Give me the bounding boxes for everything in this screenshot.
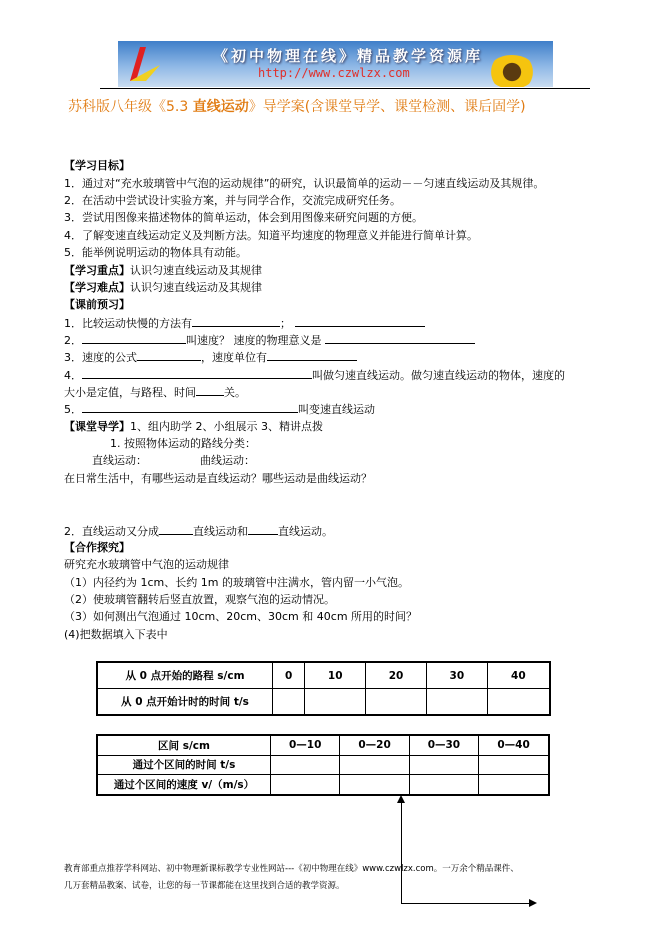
table-cell: 0—20 xyxy=(340,735,409,755)
blank[interactable] xyxy=(267,350,357,361)
classroom-question: 在日常生活中，有哪些运动是直线运动？哪些运动是曲线运动？ xyxy=(64,472,372,485)
goal-item: 5．能举例说明运动的物体具有动能。 xyxy=(64,246,247,259)
row-header: 区间 s/cm xyxy=(97,735,271,755)
table-cell[interactable] xyxy=(305,689,366,716)
blank[interactable] xyxy=(159,524,193,535)
goal-item: 1．通过对“充水玻璃管中气泡的运动规律”的研究，认识最简单的运动－－匀速直线运动及其规律。 xyxy=(64,177,545,190)
blank[interactable] xyxy=(192,316,280,327)
row-header: 从 0 点开始的路程 s/cm xyxy=(97,662,273,689)
preview-q5 xyxy=(64,402,375,417)
explore-title: 研究充水玻璃管中气泡的运动规律 xyxy=(64,558,229,571)
interval-table xyxy=(96,734,550,796)
row-header: 通过个区间的速度 v/（m/s） xyxy=(97,775,271,795)
x-axis-arrow-icon xyxy=(529,899,537,907)
title-bold: 直线运动 xyxy=(192,99,249,115)
q-text: 2． xyxy=(64,334,82,347)
table-row xyxy=(97,662,550,689)
straight-label: 直线运动： xyxy=(92,454,147,467)
q-text: 3．速度的公式 xyxy=(64,351,137,364)
banner-title: 《初中物理在线》精品教学资源库 xyxy=(213,47,484,65)
q-text: ； xyxy=(280,317,291,330)
q-text: 5． xyxy=(64,403,82,416)
table-cell[interactable] xyxy=(366,689,427,716)
classroom-q2 xyxy=(64,524,333,539)
key-text: 认识匀速直线运动及其规律 xyxy=(130,264,262,277)
goal-item: 3．尝试用图像来描述物体的简单运动，体会到用图像来研究问题的方便。 xyxy=(64,211,423,224)
difficulty-point xyxy=(64,281,262,295)
blank[interactable] xyxy=(196,385,224,396)
explore-step: （3）如何测出气泡通过 10cm、20cm、30cm 和 40cm 所用的时间？ xyxy=(64,610,418,623)
q-text: 1．比较运动快慢的方法有 xyxy=(64,317,192,330)
blank[interactable] xyxy=(82,368,312,379)
curve-label: 曲线运动： xyxy=(200,454,255,467)
blank[interactable] xyxy=(82,402,298,413)
classroom-text: 1、组内助学 2、小组展示 3、精讲点拨 xyxy=(130,420,323,433)
row-header: 从 0 点开始计时的时间 t/s xyxy=(97,689,273,716)
key-heading: 【学习重点】 xyxy=(64,264,130,277)
table-cell[interactable] xyxy=(426,689,487,716)
preview-q3 xyxy=(64,350,357,365)
q-text: 4． xyxy=(64,369,82,382)
table-row xyxy=(97,735,549,755)
q-text: 关。 xyxy=(224,386,246,399)
footer-line-2: 几万套精品教案、试卷，让您的每一节课都能在这里找到合适的教学资源。 xyxy=(64,881,345,891)
classroom-sub1: 1. 按照物体运动的路线分类： xyxy=(110,437,256,450)
q-text: 2．直线运动又分成 xyxy=(64,525,159,538)
table-cell: 0—30 xyxy=(409,735,478,755)
q-text: ，速度单位有 xyxy=(201,351,267,364)
difficulty-heading: 【学习难点】 xyxy=(64,281,130,294)
q-text: 直线运动和 xyxy=(193,525,248,538)
distance-time-table xyxy=(96,661,551,716)
y-axis-arrow-icon xyxy=(397,795,405,803)
blank[interactable] xyxy=(82,333,186,344)
header-divider xyxy=(100,88,590,89)
table-cell[interactable] xyxy=(479,755,549,775)
blank[interactable] xyxy=(325,333,475,344)
q-text: 叫做匀速直线运动。做匀速直线运动的物体，速度的 xyxy=(312,369,565,382)
graph-x-axis xyxy=(401,903,531,904)
table-cell[interactable] xyxy=(271,755,340,775)
preview-q2 xyxy=(64,333,475,348)
preview-q4-cont xyxy=(64,385,246,400)
graph-y-axis xyxy=(401,800,402,904)
table-cell: 0—10 xyxy=(271,735,340,755)
difficulty-text: 认识匀速直线运动及其规律 xyxy=(130,281,262,294)
page-title xyxy=(68,96,526,116)
table-row xyxy=(97,755,549,775)
table-cell: 10 xyxy=(305,662,366,689)
table-cell[interactable] xyxy=(409,755,478,775)
title-suffix: 》导学案(含课堂导学、课堂检测、课后固学) xyxy=(248,99,526,115)
table-cell: 20 xyxy=(366,662,427,689)
banner-url: http://www.czwlzx.com xyxy=(258,66,410,80)
title-prefix: 苏科版八年级《5.3 xyxy=(68,99,193,115)
row-header: 通过个区间的时间 t/s xyxy=(97,755,271,775)
logo-icon xyxy=(126,45,162,85)
blank[interactable] xyxy=(137,350,201,361)
q-text: 直线运动。 xyxy=(278,525,333,538)
table-cell[interactable] xyxy=(340,755,409,775)
footer-line-1: 教育部重点推荐学科网站、初中物理新课标教学专业性网站---《初中物理在线》www.czwlzx.com。一万余个精品课件、 xyxy=(64,864,519,874)
explore-step: （2）使玻璃管翻转后竖直放置，观察气泡的运动情况。 xyxy=(64,593,335,606)
table-cell: 30 xyxy=(426,662,487,689)
table-cell[interactable] xyxy=(340,775,409,795)
table-cell[interactable] xyxy=(409,775,478,795)
goals-heading: 【学习目标】 xyxy=(64,159,130,172)
goal-item: 4．了解变速直线运动定义及判断方法。知道平均速度的物理意义并能进行简单计算。 xyxy=(64,229,478,242)
q-text: 大小是定值，与路程、时间 xyxy=(64,386,196,399)
preview-q4 xyxy=(64,368,565,383)
explore-heading: 【合作探究】 xyxy=(64,541,130,554)
table-cell[interactable] xyxy=(487,689,550,716)
table-cell[interactable] xyxy=(479,775,549,795)
table-cell: 0 xyxy=(273,662,305,689)
explore-step: （1）内径约为 1cm、长约 1m 的玻璃管中注满水，管内留一小气泡。 xyxy=(64,576,409,589)
sunflower-image xyxy=(488,55,536,87)
blank[interactable] xyxy=(248,524,278,535)
explore-step: (4)把数据填入下表中 xyxy=(64,628,168,641)
table-row xyxy=(97,689,550,716)
blank[interactable] xyxy=(295,316,425,327)
table-cell: 40 xyxy=(487,662,550,689)
key-point xyxy=(64,264,262,278)
table-row xyxy=(97,775,549,795)
table-cell[interactable] xyxy=(273,689,305,716)
q-text: 叫变速直线运动 xyxy=(298,403,375,416)
classroom-section xyxy=(64,420,323,434)
table-cell[interactable] xyxy=(271,775,340,795)
preview-heading: 【课前预习】 xyxy=(64,298,130,311)
classroom-heading: 【课堂导学】 xyxy=(64,420,130,433)
goal-item: 2．在活动中尝试设计实验方案，并与同学合作，交流完成研究任务。 xyxy=(64,194,401,207)
header-banner xyxy=(118,41,553,87)
table-cell: 0—40 xyxy=(479,735,549,755)
preview-q1 xyxy=(64,316,425,331)
q-text: 叫速度？ 速度的物理意义是 xyxy=(186,334,322,347)
